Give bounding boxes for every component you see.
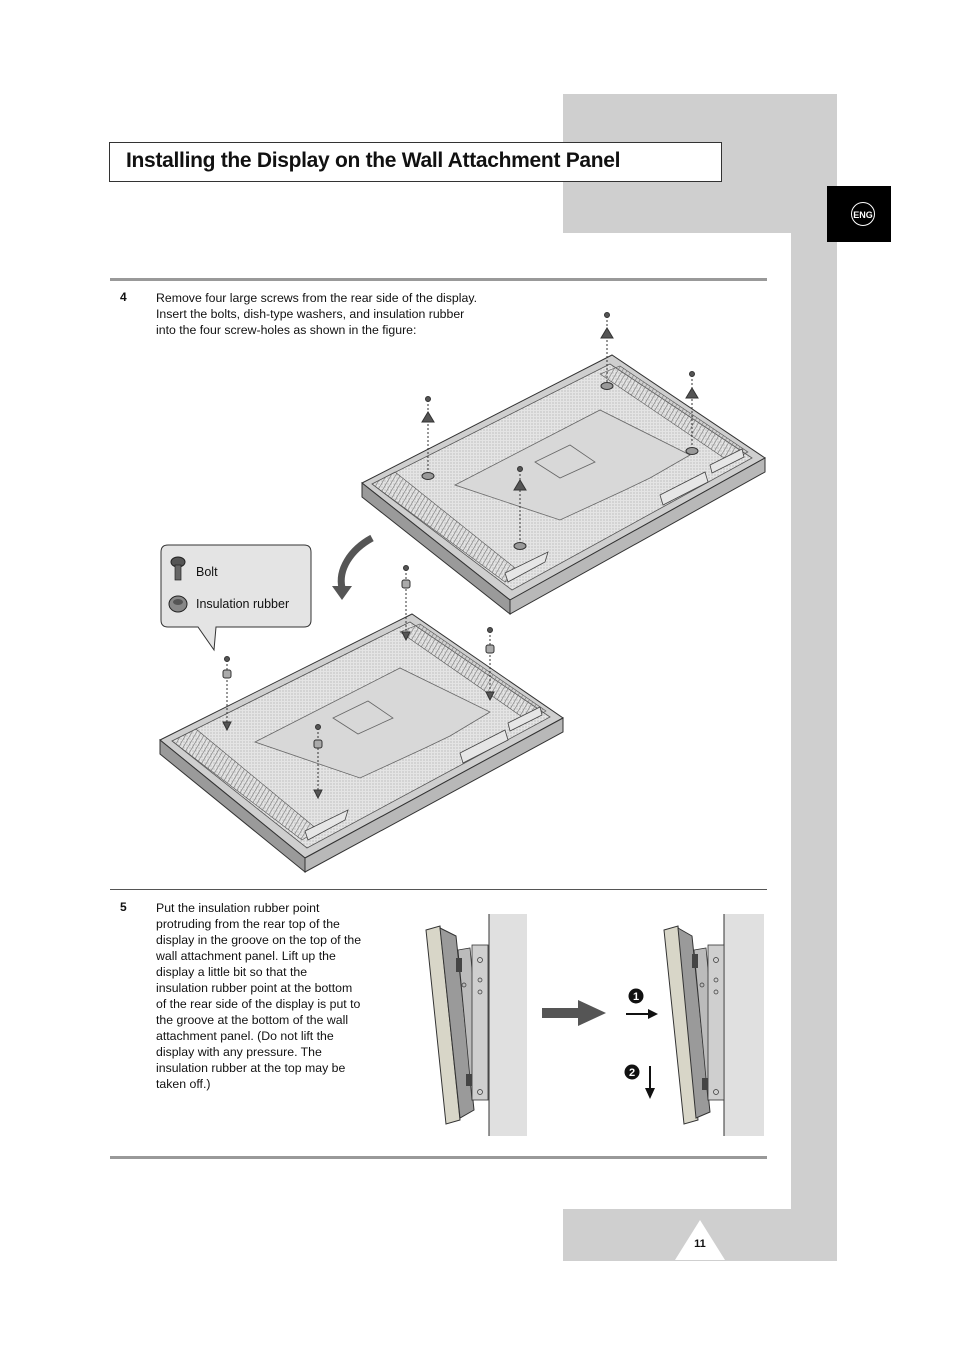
marker-1-label: 1 (632, 991, 640, 1003)
step-text-line: wall attachment panel. Lift up the (156, 949, 336, 963)
step-text-line: into the four screw-holes as shown in the figure: (156, 323, 417, 337)
step-text-line: display with any pressure. The (156, 1045, 322, 1059)
step-text-line: Insert the bolts, dish-type washers, and insulation rubber (156, 307, 465, 321)
page-title: Installing the Display on the Wall Attachment Panel (126, 149, 621, 172)
step-text-line: protruding from the rear top of the (156, 917, 340, 931)
step-text-line: the groove at the bottom of the wall (156, 1013, 349, 1027)
display-rear-upper (362, 313, 765, 615)
step-text-line: insulation rubber point at the bottom (156, 981, 353, 995)
legend-bolt-label: Bolt (196, 565, 218, 579)
step-text-line: display a little bit so that the (156, 965, 308, 979)
step-text-line: of the rear side of the display is put to (156, 997, 361, 1011)
step-number: 5 (120, 900, 127, 914)
rotate-arrow-icon (341, 538, 372, 588)
wall-mount-side-view-after (664, 914, 764, 1136)
wall-mount-side-view-before (426, 914, 527, 1136)
marker-2-icon (625, 1065, 640, 1080)
push-down-arrow-icon (645, 1066, 655, 1099)
step-text-line: insulation rubber at the top may be (156, 1061, 346, 1075)
push-right-arrow-icon (626, 1009, 658, 1019)
step-text-line: attachment panel. (Do not lift the (156, 1029, 334, 1043)
step-text-line: Remove four large screws from the rear side of the display. (156, 291, 477, 305)
step-number: 4 (120, 290, 127, 304)
step-text-line: taken off.) (156, 1077, 211, 1091)
marker-2-label: 2 (628, 1067, 636, 1079)
step-text-line: display in the groove on the top of the (156, 933, 362, 947)
marker-1-icon (629, 989, 644, 1004)
step-text-line: Put the insulation rubber point (156, 901, 320, 915)
next-step-arrow-icon (542, 1000, 606, 1026)
language-tab-label: ENG (851, 202, 875, 226)
insulation-rubber-icon (169, 596, 187, 612)
legend-rubber-label: Insulation rubber (196, 597, 290, 611)
page-number: 11 (694, 1238, 706, 1250)
